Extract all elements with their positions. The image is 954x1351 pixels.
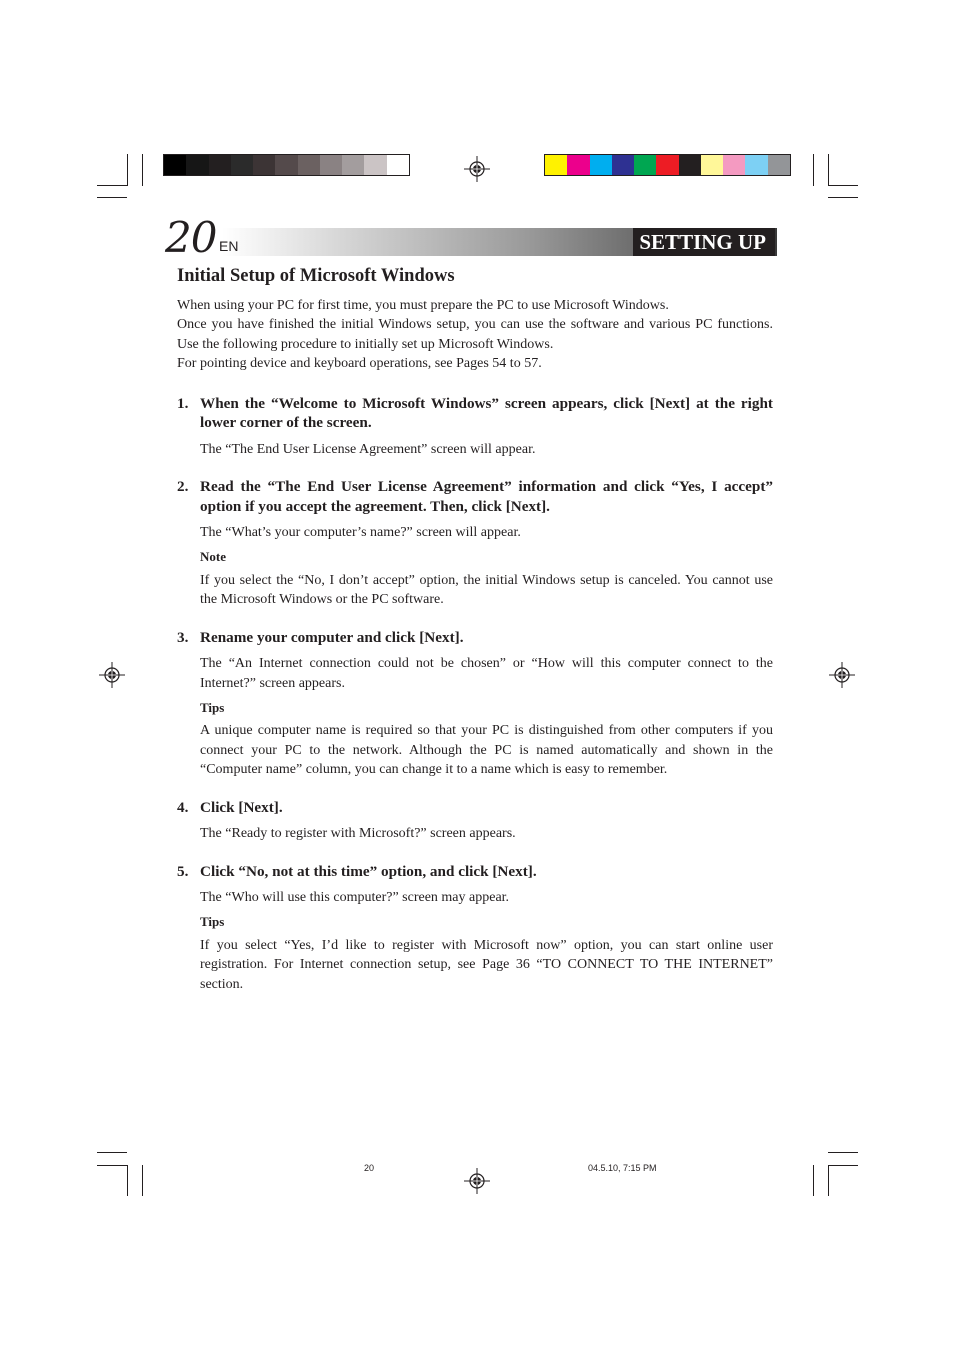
color-swatch: [342, 155, 364, 175]
grayscale-bar: [163, 154, 410, 176]
color-swatch: [634, 155, 656, 175]
step-body: [200, 888, 773, 994]
registration-mark-icon: [829, 662, 855, 688]
tips-text: A unique computer name is required so that your PC is distinguished from other computers if you connect your PC to the network. Although the PC is named automatically and shown in the “Computer name” column, you can change it to a name which is easy to remember.: [200, 723, 773, 778]
color-swatch: [768, 155, 790, 175]
step-item: [177, 862, 773, 995]
step-instruction: Read the “The End User License Agreement” information and click “Yes, I accept” option if you accept the agreement. Then, click [Next].: [200, 478, 773, 515]
color-swatch: [590, 155, 612, 175]
step-result: The “The End User License Agreement” screen will appear.: [200, 441, 536, 457]
registration-mark-icon: [464, 1168, 490, 1194]
color-swatch: [186, 155, 208, 175]
step-instruction: Click [Next].: [200, 798, 283, 816]
tips-text: If you select “Yes, I’d like to register with Microsoft now” option, you can start online user registration. For Internet connection setup, see Page 36 “TO CONNECT TO THE INTERNET” section.: [200, 937, 773, 992]
crop-mark: [97, 1152, 127, 1153]
color-swatch: [656, 155, 678, 175]
step-body: [200, 654, 773, 779]
step-item: [177, 394, 773, 459]
step-number: 3.: [177, 628, 189, 646]
color-swatch: [701, 155, 723, 175]
crop-mark: [828, 197, 858, 198]
step-item: [177, 477, 773, 610]
crop-mark: [828, 185, 858, 186]
color-swatch: [612, 155, 634, 175]
crop-mark: [828, 1165, 858, 1166]
step-number: 1.: [177, 394, 189, 412]
step-number: 2.: [177, 478, 189, 496]
color-swatch: [364, 155, 386, 175]
crop-mark: [813, 1165, 814, 1196]
page-heading: Initial Setup of Microsoft Windows: [177, 266, 455, 286]
step-body: [200, 824, 773, 843]
step-title: [177, 862, 773, 882]
crop-mark: [828, 1152, 858, 1153]
color-swatch: [545, 155, 567, 175]
color-swatch: [320, 155, 342, 175]
crop-mark: [813, 154, 814, 186]
step-result: The “What’s your computer’s name?” screen will appear.: [200, 525, 521, 541]
step-instruction: When the “Welcome to Microsoft Windows” screen appears, click [Next] at the right lower corner of the screen.: [200, 394, 773, 432]
intro-paragraph: Once you have finished the initial Windows setup, you can use the software and various PC functions. Use the following procedure to initially set up Microsoft Windows.: [177, 317, 773, 352]
step-instruction: Rename your computer and click [Next].: [200, 628, 464, 646]
color-swatch: [164, 155, 186, 175]
color-swatch: [567, 155, 589, 175]
main-content: [177, 296, 773, 994]
footer-timestamp: 04.5.10, 7:15 PM: [588, 1163, 657, 1173]
step-title: [177, 628, 773, 648]
step-body: [200, 440, 773, 459]
color-swatch: [275, 155, 297, 175]
step-result: The “Who will use this computer?” screen may appear.: [200, 890, 510, 905]
crop-mark: [828, 1165, 829, 1196]
step-body: [200, 523, 773, 610]
step-item: [177, 628, 773, 780]
step-title: [177, 477, 773, 516]
crop-mark: [142, 1165, 143, 1196]
color-swatch: [723, 155, 745, 175]
color-swatch: [298, 155, 320, 175]
color-swatch: [209, 155, 231, 175]
color-swatch: [745, 155, 767, 175]
intro-paragraph: For pointing device and keyboard operations, see Pages 54 to 57.: [177, 356, 542, 372]
color-swatch: [387, 155, 409, 175]
crop-mark: [127, 154, 128, 186]
crop-mark: [97, 1165, 127, 1166]
step-number: 5.: [177, 862, 189, 880]
note-label: Note: [200, 549, 226, 565]
color-swatch: [231, 155, 253, 175]
step-instruction: Click “No, not at this time” option, and click [Next].: [200, 862, 537, 880]
crop-mark: [127, 1165, 128, 1196]
crop-mark: [142, 154, 143, 186]
page-number: 20: [165, 213, 217, 262]
crop-mark: [97, 185, 127, 186]
crop-mark: [97, 197, 127, 198]
registration-mark-icon: [99, 662, 125, 688]
crop-mark: [828, 154, 829, 186]
color-swatch: [679, 155, 701, 175]
note-text: If you select the “No, I don’t accept” option, the initial Windows setup is canceled. You cannot use the Microsoft Windows or the PC software.: [200, 572, 773, 608]
step-number: 4.: [177, 798, 189, 816]
tips-label: Tips: [200, 914, 225, 930]
footer-page-number: 20: [364, 1163, 375, 1173]
color-swatch: [253, 155, 275, 175]
step-item: [177, 798, 773, 844]
color-bar: [544, 154, 791, 176]
tips-label: Tips: [200, 699, 225, 715]
step-title: [177, 798, 773, 818]
registration-mark-icon: [464, 156, 490, 182]
intro-paragraph: When using your PC for first time, you must prepare the PC to use Microsoft Windows.: [177, 298, 669, 313]
step-title: [177, 394, 773, 433]
step-result: The “An Internet connection could not be chosen” or “How will this computer connect to the Internet?” screen appears.: [200, 656, 773, 691]
section-title: SETTING UP: [633, 228, 775, 256]
step-result: The “Ready to register with Microsoft?” screen appears.: [200, 826, 516, 842]
language-code: EN: [219, 238, 239, 254]
